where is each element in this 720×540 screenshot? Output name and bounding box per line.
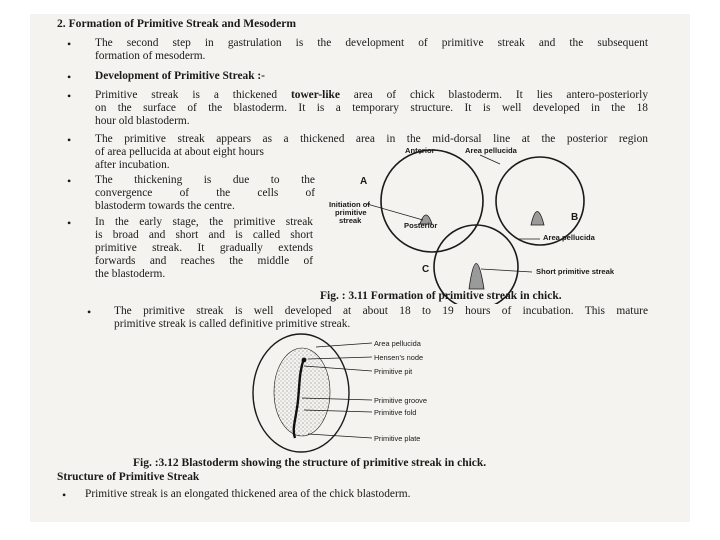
label-hensens-node: Hensen's node (374, 353, 424, 362)
para2-line1-start: Primitive streak is a thickened (95, 89, 291, 101)
para3-line3: after incubation. (95, 159, 170, 171)
para4-line3: blastoderm towards the centre. (95, 200, 235, 212)
label-initiation-2: primitive (335, 208, 367, 217)
structure-heading: Structure of Primitive Streak (57, 471, 200, 483)
bullet: • (67, 89, 72, 103)
figure-3-12 (30, 330, 690, 460)
letter-a: A (360, 176, 368, 187)
bullet: • (62, 488, 67, 502)
para1-line2: formation of mesoderm. (95, 50, 206, 62)
letter-b: B (571, 212, 579, 223)
label-primitive-pit: Primitive pit (374, 367, 413, 376)
para3-line1: The primitive streak appears as a thickened area in the mid-dorsal line at the posterior region (95, 133, 648, 145)
blastoderm-a (381, 150, 483, 252)
bullet: • (67, 37, 72, 51)
para2-line3: hour old blastoderm. (95, 115, 190, 127)
bullet: • (67, 133, 72, 147)
fig312-caption-text: Fig. :3.12 Blastoderm showing the structure of primitive streak in chick. (133, 457, 487, 469)
para5-line3: primitive streak. It gradually extends (95, 242, 313, 254)
subheading: Development of Primitive Streak :- (95, 70, 265, 82)
label-initiation-3: streak (339, 216, 362, 225)
para2-bold-term: tower-like (290, 89, 340, 101)
para1-line1: The second step in gastrulation is the development of primitive streak and the subsequent (95, 37, 648, 49)
para5-line5: the blastoderm. (95, 268, 166, 280)
bullet: • (67, 174, 72, 188)
para6-line1: The primitive streak is well developed at about 18 to 19 hours of incubation. This mature (114, 305, 648, 317)
figure-3-11 (30, 14, 690, 304)
label-area-pellucida-c: Area pellucida (543, 233, 595, 242)
label-primitive-groove: Primitive groove (374, 396, 427, 405)
para5-line1: In the early stage, the primitive streak (95, 216, 313, 228)
para6-line2: primitive streak is called definitive primitive streak. (114, 318, 351, 330)
label-area-pellucida: Area pellucida (374, 339, 421, 348)
label-primitive-fold: Primitive fold (374, 408, 417, 417)
para5-line2: is broad and short and is called short (95, 229, 313, 241)
para4-line1: The thickening is due to the (95, 174, 315, 186)
label-area-pellucida-top: Area pellucida (465, 146, 517, 155)
document-page (30, 14, 690, 522)
bullet: • (67, 216, 72, 230)
label-initiation-1: Initiation of (329, 200, 370, 209)
bullet: • (87, 305, 92, 319)
fig312-caption (133, 457, 486, 470)
hensens-node (302, 358, 307, 363)
para7: Primitive streak is an elongated thickened area of the chick blastoderm. (85, 488, 411, 500)
bullet: • (67, 70, 72, 84)
fig311-caption: Fig. : 3.11 Formation of primitive streak in chick. (320, 290, 562, 302)
blastoderm-b (496, 157, 584, 245)
para2-line1-end: area of chick blastoderm. It lies antero-posteriorly (339, 89, 649, 101)
section-title: 2. Formation of Primitive Streak and Mesoderm (57, 17, 297, 30)
para5-line4: forwards and reaches the middle of (95, 255, 313, 267)
label-anterior: Anterior (405, 146, 435, 155)
para3-line2: of area pellucida at about eight hours (95, 146, 264, 158)
label-short-streak: Short primitive streak (536, 267, 615, 276)
letter-c: C (422, 264, 430, 275)
para4-line2: convergence of the cells of (95, 187, 315, 199)
label-posterior: Posterior (404, 221, 438, 230)
para2-line2: on the surface of the blastoderm. It is a temporary structure. It is well developed in the 18 (95, 102, 648, 114)
label-primitive-plate: Primitive plate (374, 434, 421, 443)
